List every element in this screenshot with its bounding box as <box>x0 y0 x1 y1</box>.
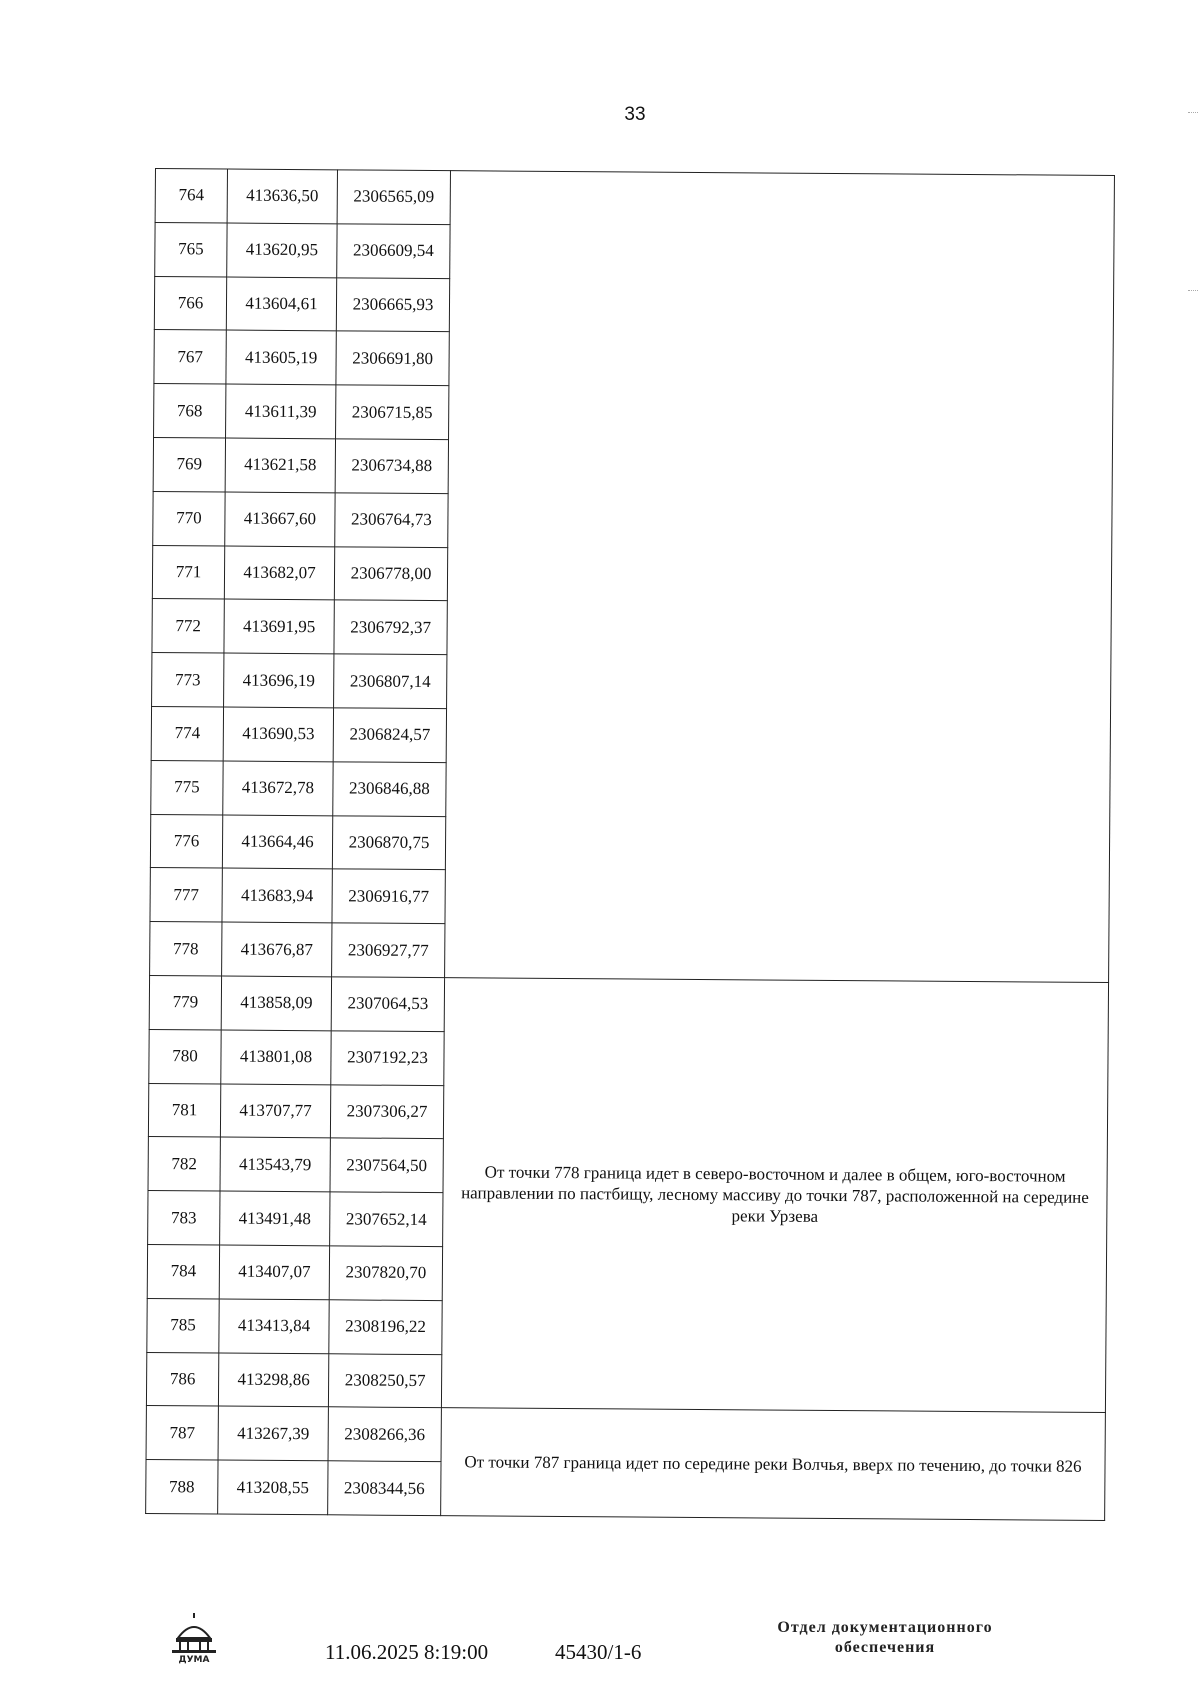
point-number-cell: 767 <box>154 330 226 384</box>
x-coordinate-cell: 413267,39 <box>218 1406 328 1461</box>
table-row <box>146 1406 1105 1467</box>
y-coordinate-cell: 2306778,00 <box>334 546 447 601</box>
point-number-cell: 780 <box>149 1029 221 1083</box>
x-coordinate-cell: 413413,84 <box>219 1299 329 1354</box>
y-coordinate-cell: 2306715,85 <box>336 385 449 440</box>
x-coordinate-cell: 413543,79 <box>220 1137 330 1192</box>
y-coordinate-cell: 2307820,70 <box>329 1246 442 1301</box>
department-stamp <box>735 1618 1035 1658</box>
table-row <box>149 975 1108 1036</box>
x-coordinate-cell: 413208,55 <box>218 1460 328 1515</box>
y-coordinate-cell: 2306609,54 <box>337 224 450 279</box>
point-number-cell: 774 <box>151 706 223 760</box>
y-coordinate-cell: 2306824,57 <box>333 708 446 763</box>
x-coordinate-cell: 413605,19 <box>226 330 336 385</box>
point-number-cell: 766 <box>154 276 226 330</box>
x-coordinate-cell: 413611,39 <box>226 384 336 439</box>
y-coordinate-cell: 2306691,80 <box>336 331 449 386</box>
y-coordinate-cell: 2306916,77 <box>332 869 445 924</box>
y-coordinate-cell: 2307306,27 <box>330 1084 443 1139</box>
scan-edge-mark <box>1188 112 1198 113</box>
y-coordinate-cell: 2306665,93 <box>336 277 449 332</box>
x-coordinate-cell: 413676,87 <box>222 922 332 977</box>
point-number-cell: 786 <box>146 1352 218 1406</box>
point-number-cell: 770 <box>153 491 225 545</box>
x-coordinate-cell: 413604,61 <box>226 277 336 332</box>
point-number-cell: 769 <box>153 437 225 491</box>
point-number-cell: 788 <box>146 1460 218 1514</box>
point-number-cell: 772 <box>152 599 224 653</box>
point-number-cell: 775 <box>151 760 223 814</box>
page-number: 33 <box>624 104 646 125</box>
department-stamp-line1: Отдел документационного <box>777 1619 993 1636</box>
point-number-cell: 778 <box>150 922 222 976</box>
x-coordinate-cell: 413621,58 <box>225 438 335 493</box>
scan-edge-mark <box>1188 290 1198 291</box>
point-number-cell: 783 <box>148 1191 220 1245</box>
y-coordinate-cell: 2307192,23 <box>331 1031 444 1086</box>
point-number-cell: 773 <box>152 653 224 707</box>
y-coordinate-cell: 2306807,14 <box>334 654 447 709</box>
x-coordinate-cell: 413801,08 <box>221 1030 331 1085</box>
boundary-description-cell: От точки 778 граница идет в северо-восточном и далее в общем, юго-восточном направлении по пастбищу, лесному массиву до точки 787, расположенной на середине реки Урзева <box>441 978 1108 1413</box>
point-number-cell: 765 <box>155 222 227 276</box>
x-coordinate-cell: 413691,95 <box>224 599 334 654</box>
y-coordinate-cell: 2306792,37 <box>334 600 447 655</box>
y-coordinate-cell: 2306565,09 <box>337 170 450 225</box>
x-coordinate-cell: 413667,60 <box>225 492 335 547</box>
footer-datetime: 11.06.2025 8:19:00 <box>325 1640 489 1664</box>
x-coordinate-cell: 413672,78 <box>223 761 333 816</box>
point-number-cell: 785 <box>147 1298 219 1352</box>
duma-logo-icon <box>170 1612 218 1664</box>
point-number-cell: 782 <box>148 1137 220 1191</box>
coordinates-table <box>145 168 1115 1521</box>
point-number-cell: 777 <box>150 868 222 922</box>
point-number-cell: 779 <box>149 975 221 1029</box>
x-coordinate-cell: 413491,48 <box>220 1191 330 1246</box>
x-coordinate-cell: 413636,50 <box>227 169 337 224</box>
y-coordinate-cell: 2306927,77 <box>332 923 445 978</box>
point-number-cell: 768 <box>154 384 226 438</box>
point-number-cell: 776 <box>150 814 222 868</box>
x-coordinate-cell: 413707,77 <box>220 1084 330 1139</box>
y-coordinate-cell: 2306764,73 <box>335 493 448 548</box>
y-coordinate-cell: 2308196,22 <box>329 1300 442 1355</box>
table-row <box>155 169 1114 230</box>
point-number-cell: 781 <box>148 1083 220 1137</box>
x-coordinate-cell: 413298,86 <box>218 1353 328 1408</box>
y-coordinate-cell: 2306734,88 <box>335 439 448 494</box>
y-coordinate-cell: 2308344,56 <box>328 1461 441 1516</box>
x-coordinate-cell: 413696,19 <box>224 653 334 708</box>
x-coordinate-cell: 413858,09 <box>221 976 331 1031</box>
point-number-cell: 784 <box>147 1244 219 1298</box>
point-number-cell: 764 <box>155 169 227 223</box>
point-number-cell: 787 <box>146 1406 218 1460</box>
y-coordinate-cell: 2307564,50 <box>330 1138 443 1193</box>
boundary-description-cell: От точки 787 граница идет по середине реки Волчья, вверх по течению, до точки 826 <box>441 1408 1106 1520</box>
duma-logo-text: ДУМА <box>178 1655 210 1664</box>
footer-document-number: 45430/1-6 <box>555 1640 642 1664</box>
department-stamp-line2: обеспечения <box>834 1639 936 1656</box>
x-coordinate-cell: 413620,95 <box>227 223 337 278</box>
y-coordinate-cell: 2306870,75 <box>332 815 445 870</box>
x-coordinate-cell: 413683,94 <box>222 868 332 923</box>
x-coordinate-cell: 413690,53 <box>223 707 333 762</box>
y-coordinate-cell: 2307652,14 <box>330 1192 443 1247</box>
y-coordinate-cell: 2307064,53 <box>331 977 444 1032</box>
point-number-cell: 771 <box>152 545 224 599</box>
boundary-description-cell <box>445 171 1115 983</box>
y-coordinate-cell: 2308266,36 <box>328 1407 441 1462</box>
y-coordinate-cell: 2308250,57 <box>328 1353 441 1408</box>
y-coordinate-cell: 2306846,88 <box>333 762 446 817</box>
x-coordinate-cell: 413664,46 <box>222 815 332 870</box>
x-coordinate-cell: 413682,07 <box>224 546 334 601</box>
x-coordinate-cell: 413407,07 <box>219 1245 329 1300</box>
